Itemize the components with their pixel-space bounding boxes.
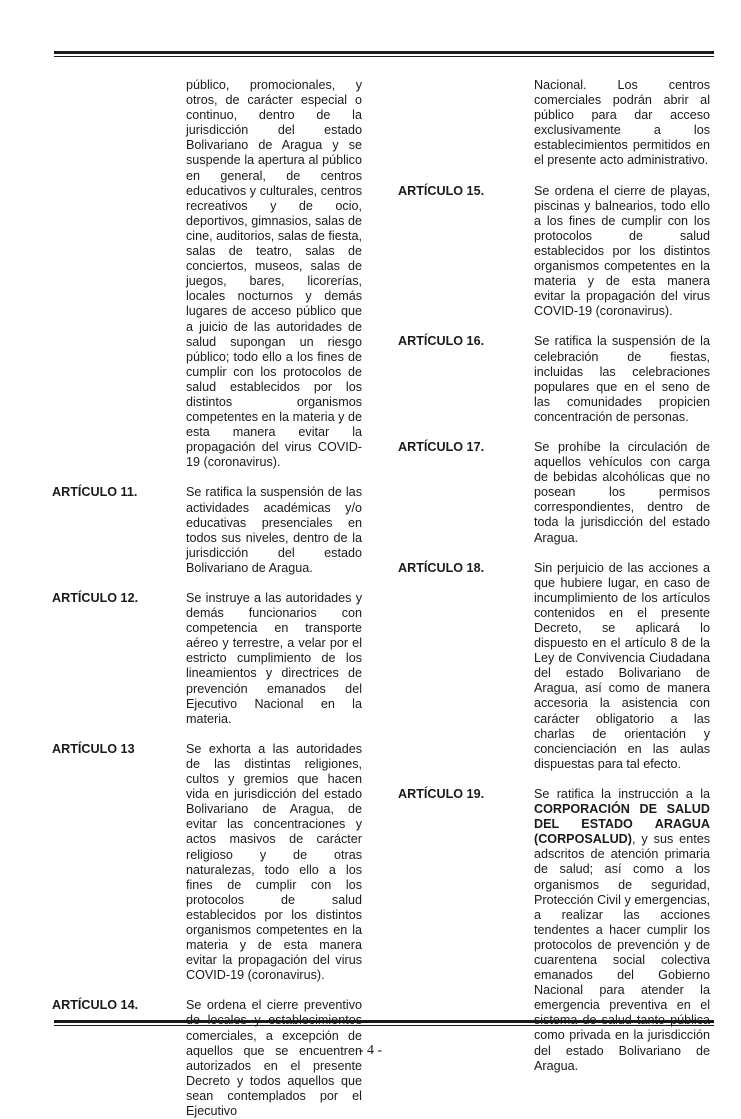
footer-rule	[54, 1020, 714, 1026]
article-text: Se ratifica la suspensión de la celebración de fiestas, incluidas las celebraciones populares que en el seno de las comunidades propicien concentración de personas.	[534, 334, 710, 424]
article-18	[398, 561, 718, 772]
article-label: ARTÍCULO 13	[52, 741, 135, 756]
article-label: ARTÍCULO 11.	[52, 485, 138, 500]
article-label: ARTÍCULO 19.	[398, 786, 485, 801]
article-text: Se prohíbe la circulación de aquellos vehículos con carga de bebidas alcohólicas que no posean los permisos correspondientes, dentro de toda la jurisdicción del estado Aragua.	[534, 439, 710, 545]
page-number: - 4 -	[358, 1043, 383, 1058]
article-text: Se ordena el cierre de playas, piscinas y balnearios, todo ello a los fines de cumplir con los protocolos de salud establecidos por los distintos organismos competentes en la materia y de esta manera evitar la propagación del virus COVID-19 (coronavirus).	[534, 183, 710, 319]
article-text: Sin perjuicio de las acciones a que hubiere lugar, en caso de incumplimiento de los artículos contenidos en el presente Decreto, se aplicará lo dispuesto en el artículo 8 de la Ley de Convivencia Ciudadana del estado Bolivariano de Aragua, así como de manera accesoria la asistencia con carácter obligatorio a las charlas de orientación y concienciación en las aulas dispuestas para tal efecto.	[534, 560, 710, 771]
article-text-rest: , y sus entes adscritos de atención primaria de salud; así como a los organismos de seguridad, Protección Civil y emergencias, a realizar las acciones tendentes a hacer cumplir los protocolos de prevención y de cuarentena social colectiva emanados del Gobierno Nacional para atender la emergencia preventiva en el como privada en la jurisdicción del estado Bolivariano de Aragua.	[534, 832, 710, 1073]
article-label: ARTÍCULO 14.	[52, 998, 139, 1013]
article-12	[52, 591, 372, 727]
article-text: Se ratifica la suspensión de las actividades académicas y/o educativas presenciales en todos sus niveles, dentro de la jurisdicción del estado Bolivariano de Aragua.	[186, 485, 362, 575]
article-label: ARTÍCULO 17.	[398, 439, 485, 454]
right-column	[398, 78, 718, 1074]
article-label: ARTÍCULO 18.	[398, 560, 485, 575]
header-rule	[54, 51, 714, 57]
article-text-intro: Se ratifica la instrucción a la	[534, 786, 710, 801]
article-13	[52, 742, 372, 984]
corposalud-name: CORPORACIÓN DE SALUD DEL ESTADO ARAGUA (CORPOSALUD)	[534, 802, 710, 847]
left-column	[52, 78, 372, 1119]
right-continuation-text: Nacional. Los centros comerciales podrán abrir al público para dar acceso exclusivamente a los establecimientos permitidos en el presente acto administrativo.	[534, 78, 710, 168]
article-label: ARTÍCULO 12.	[52, 591, 139, 605]
article-text: Se ordena el cierre preventivo comerciales, a excepción de aquellos que se encuentren autorizados en el presente Decreto y todos aquellos que sean contemplados por el Ejecutivo	[186, 998, 362, 1118]
article-17	[398, 440, 718, 546]
article-19	[398, 787, 718, 1074]
article-15	[398, 184, 718, 320]
article-label: ARTÍCULO 16.	[398, 334, 485, 349]
article-16	[398, 334, 718, 425]
article-text	[534, 787, 710, 1074]
article-text: Se exhorta a las autoridades de las distintas religiones, cultos y gremios que hacen vida en jurisdicción del estado Bolivariano de Aragua, de evitar las concentraciones y actos masivos de carácter religioso y de otras naturalezas, todo ello a los fines de cumplir con los protocolos de salud establecidos por los distintos organismos competentes en la materia y de esta manera evitar la propagación del virus COVID-19 (coronavirus).	[186, 741, 362, 983]
article-11	[52, 485, 372, 576]
article-text: Se instruye a las autoridades y demás funcionarios con competencia en transporte aéreo y terrestre, a velar por el estricto cumplimiento de los lineamientos y directrices de prevención emanados del Ejecutivo Nacional en la materia.	[186, 591, 362, 726]
left-continuation-text: público, promocionales, y otros, de carácter especial o continuo, dentro de la jurisdicción del estado Bolivariano de Aragua y se suspende la apertura al público en general, de centros educativos y culturales, centros recreativos y de ocio, deportivos, gimnasios, salas de cine, auditorios, salas de fiesta, salas de teatro, salas de conciertos, museos, salas de juegos, bares, licorerías, locales nocturnos y demás lugares de acceso público que a juicio de las autoridades de salud supongan un riesgo público; todo ello a los fines de cumplir con los protocolos de salud establecidos por los distintos organismos competentes en la materia y de esta manera evitar la propagación del virus COVID-19 (coronavirus).	[186, 78, 362, 470]
article-label: ARTÍCULO 15.	[398, 183, 485, 198]
